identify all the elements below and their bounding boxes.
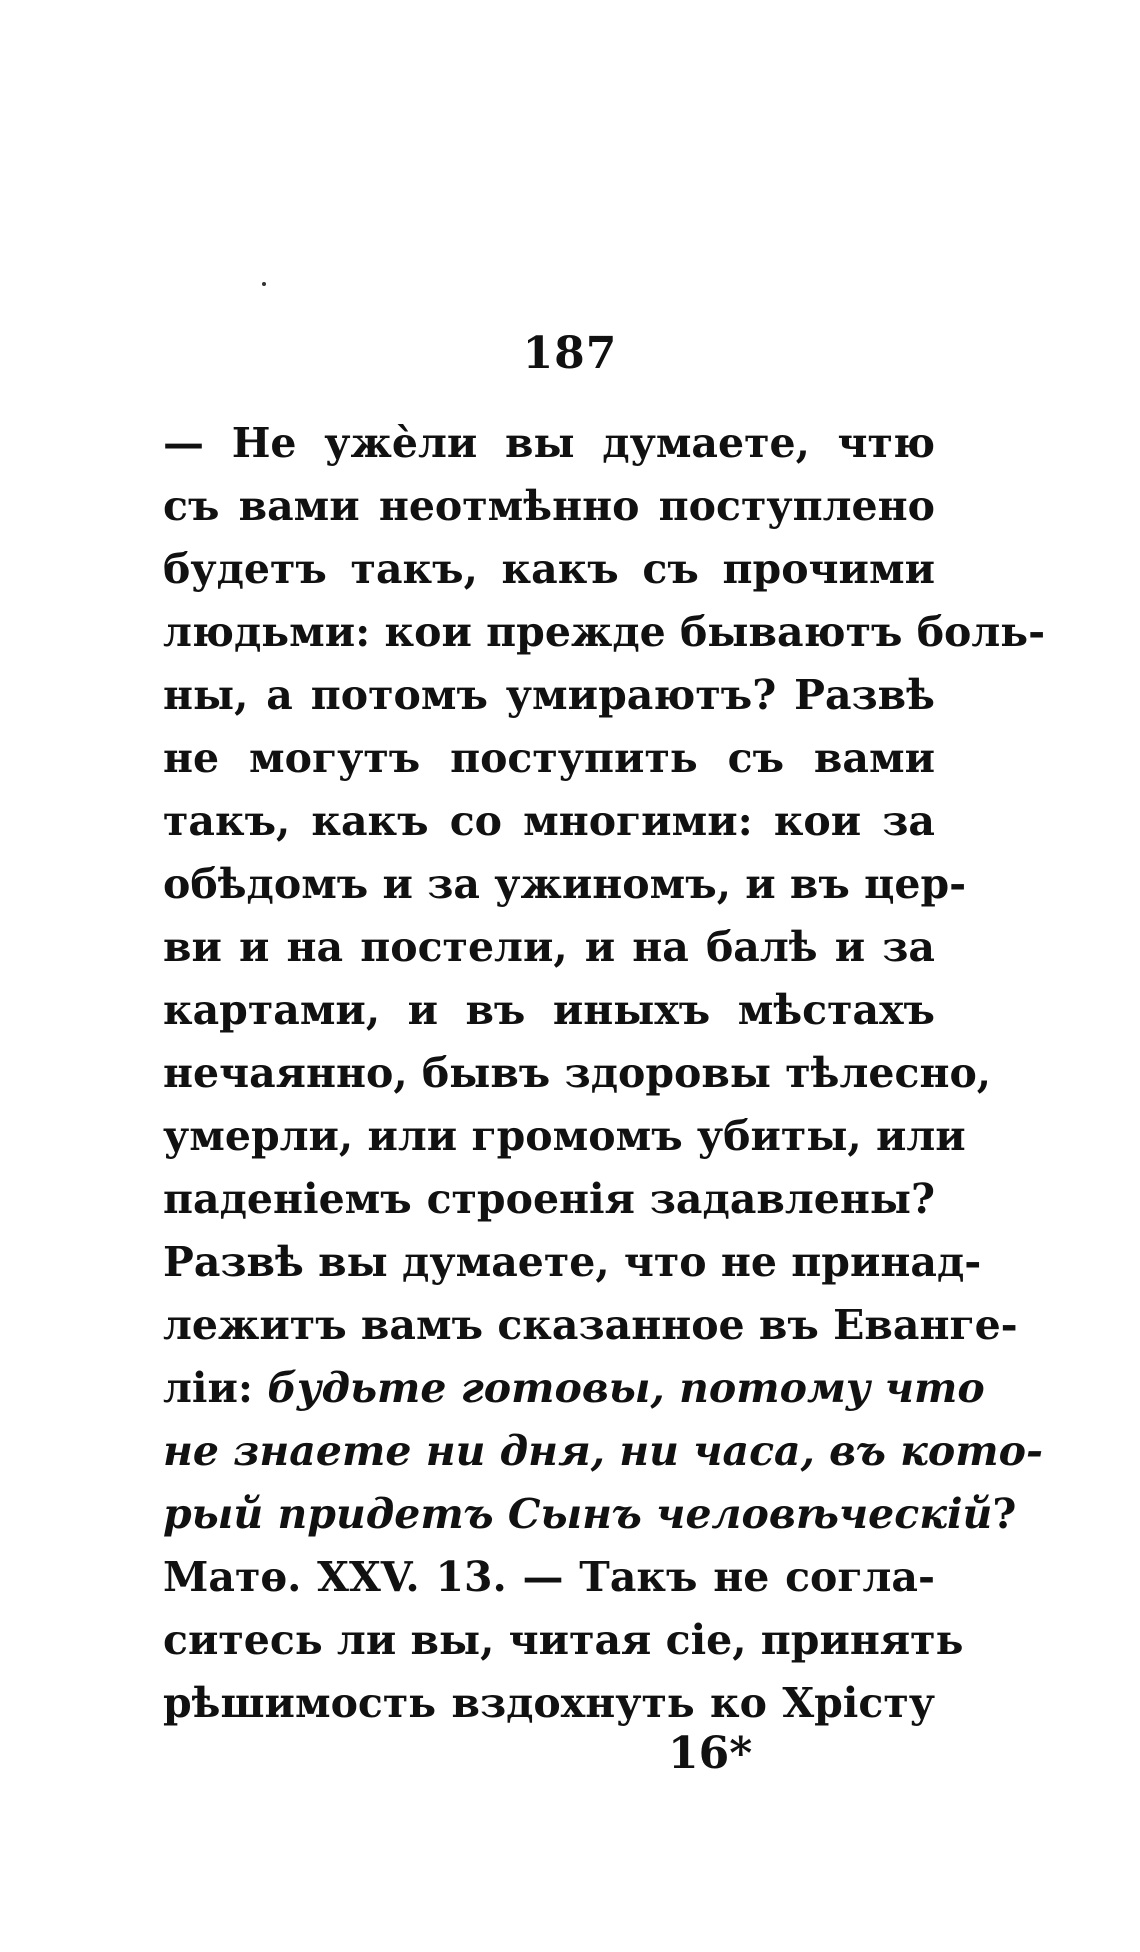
text-line-5: ны, а потомъ умираютъ? Развѣ [163,671,935,719]
text-line-13: паденіемъ строенія задавлены? [163,1175,935,1223]
text-line-10: картами, и въ иныхъ мѣстахъ [163,986,935,1034]
text-line-16 [163,1357,985,1420]
text-line-7: такъ, какъ со многими: кои за [163,797,935,845]
text-line-4: людьми: кои прежде бываютъ боль- [163,608,1046,656]
text-line-12: умерли, или громомъ убиты, или [163,1112,966,1160]
page-number: 187 [522,328,618,379]
text-line-6: не могутъ поступить съ вами [163,734,935,782]
text-line-14: Развѣ вы думаете, что не принад- [163,1238,982,1286]
text-line-8: обѣдомъ и за ужиномъ, и въ цер- [163,860,967,908]
text-line-21: рѣшимость вздохнуть ко Хрісту [163,1679,935,1727]
body-text [163,412,1046,1735]
text-line-9: ви и на постели, и на балѣ и за [163,923,935,971]
text-line-18 [163,1483,1017,1546]
text-line-16-roman: ліи: [163,1364,268,1412]
text-line-15: лежитъ вамъ сказанное въ Еванге- [163,1301,1018,1349]
signature-mark: 16* [668,1728,753,1779]
text-line-17: не знаете ни дня, ни часа, въ кото- [163,1427,1044,1475]
text-line-2: съ вами неотмѣнно поступлено [163,482,935,530]
text-line-16-italic: будьте готовы, потому что [267,1364,985,1412]
text-line-19: Матѳ. XXV. 13. — Такъ не согла- [163,1553,935,1601]
print-speck [262,282,266,286]
text-line-11: нечаянно, бывъ здоровы тѣлесно, [163,1049,992,1097]
text-line-18-tail: ? [992,1490,1017,1538]
text-line-1: — Не ужѐли вы думаете, чтю [163,419,935,467]
text-line-18-italic: рый придетъ Сынъ человѣческій [163,1490,993,1538]
text-line-20: ситесь ли вы, читая сіе, принять [163,1616,964,1664]
text-line-3: будетъ такъ, какъ съ прочими [163,545,935,593]
